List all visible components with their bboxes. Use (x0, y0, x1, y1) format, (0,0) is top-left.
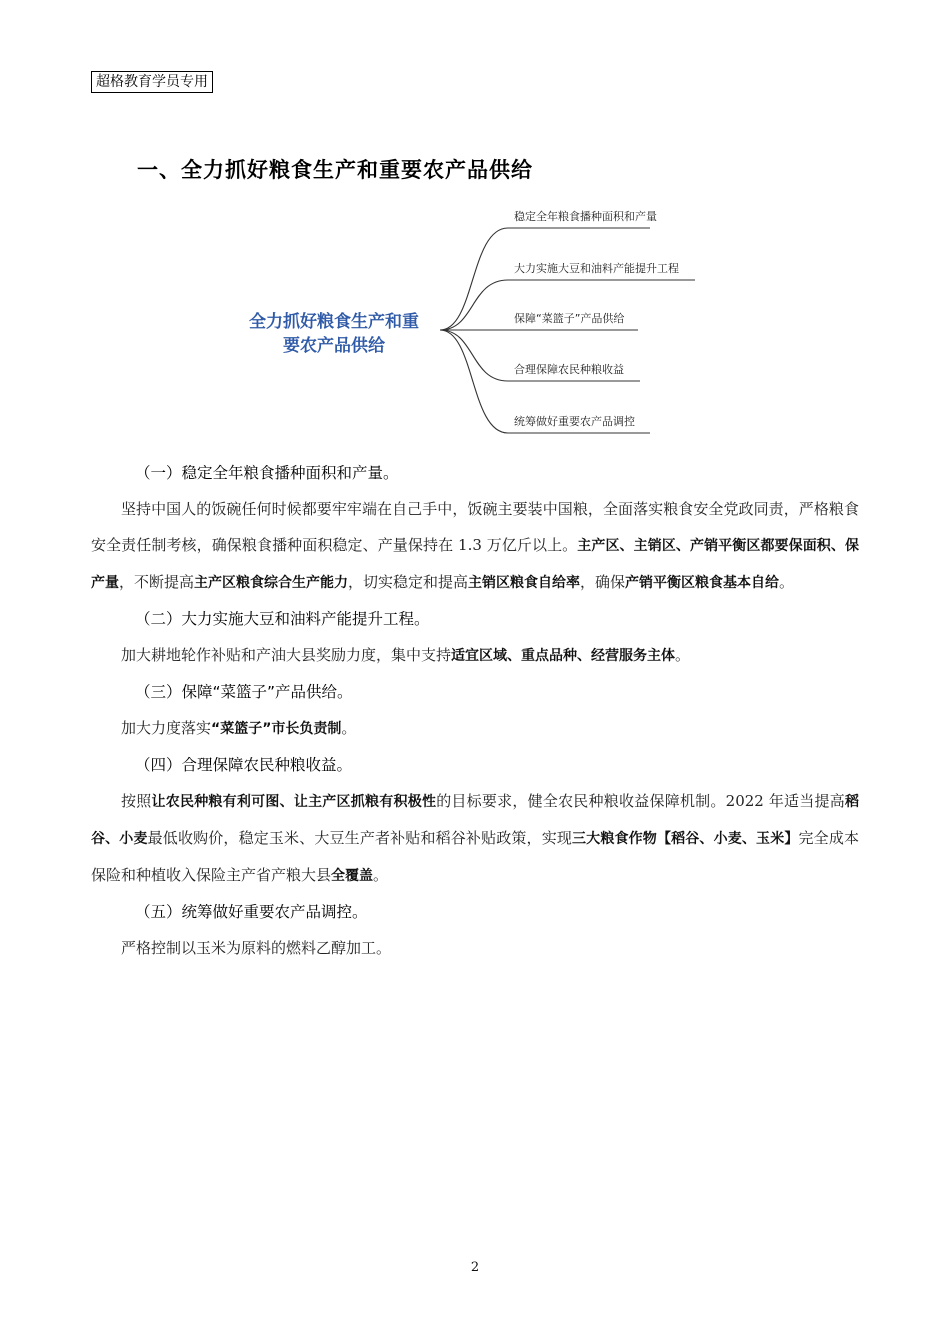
mindmap-connector (440, 280, 695, 330)
paragraph: 加大耕地轮作补贴和产油大县奖励力度，集中支持适宜区域、重点品种、经营服务主体。 (121, 646, 691, 664)
mindmap-connector (440, 228, 650, 330)
page-number: 2 (470, 1260, 480, 1275)
mindmap-branch: 保障“菜篮子”产品供给 (514, 312, 625, 325)
mindmap-connector (440, 330, 640, 381)
mindmap-branch: 统筹做好重要农产品调控 (514, 415, 635, 428)
subsection-heading: （五）统筹做好重要农产品调控。 (135, 903, 368, 921)
section-title: 一、全力抓好粮食生产和重要农产品供给 (137, 158, 533, 182)
mindmap-branch: 合理保障农民种粮收益 (514, 363, 624, 376)
subsection-heading: （一）稳定全年粮食播种面积和产量。 (135, 464, 399, 482)
paragraph: 严格控制以玉米为原料的燃料乙醇加工。 (121, 939, 392, 957)
subsection-heading: （三）保障“菜篮子”产品供给。 (135, 683, 353, 701)
watermark-stamp: 超格教育学员专用 (91, 71, 213, 93)
mindmap-center-line: 要农产品供给 (283, 336, 385, 356)
subsection-heading: （四）合理保障农民种粮收益。 (135, 756, 353, 774)
mindmap-branch: 稳定全年粮食播种面积和产量 (514, 210, 657, 223)
mindmap-branch: 大力实施大豆和油料产能提升工程 (514, 262, 679, 275)
paragraph: 坚持中国人的饭碗任何时候都要牢牢端在自己手中，饭碗主要装中国粮，全面落实粮食安全党政同责，严格粮食安全责任制考核，确保粮食播种面积稳定、产量保持在 1.3 万亿斤以上。主产区、主销区、产销平衡区都要保面积、保产量，不断提高主产区粮食综合生产能力，切实稳定和提高主销区粮食自给率，确保产销平衡区粮食基本自给。 (91, 500, 859, 591)
mindmap-connector (440, 330, 650, 433)
mindmap-center-line: 全力抓好粮食生产和重 (249, 312, 419, 332)
paragraph: 加大力度落实“菜篮子”市长负责制。 (121, 719, 357, 737)
paragraph: 按照让农民种粮有利可图、让主产区抓粮有积极性的目标要求，健全农民种粮收益保障机制。2022 年适当提高稻谷、小麦最低收购价，稳定玉米、大豆生产者补贴和稻谷补贴政策，实现三大粮食作物【稻谷、小麦、玉米】完全成本保险和种植收入保险主产省产粮大县全覆盖。 (91, 792, 859, 884)
body-text (91, 455, 859, 966)
subsection-heading: （二）大力实施大豆和油料产能提升工程。 (135, 610, 430, 628)
